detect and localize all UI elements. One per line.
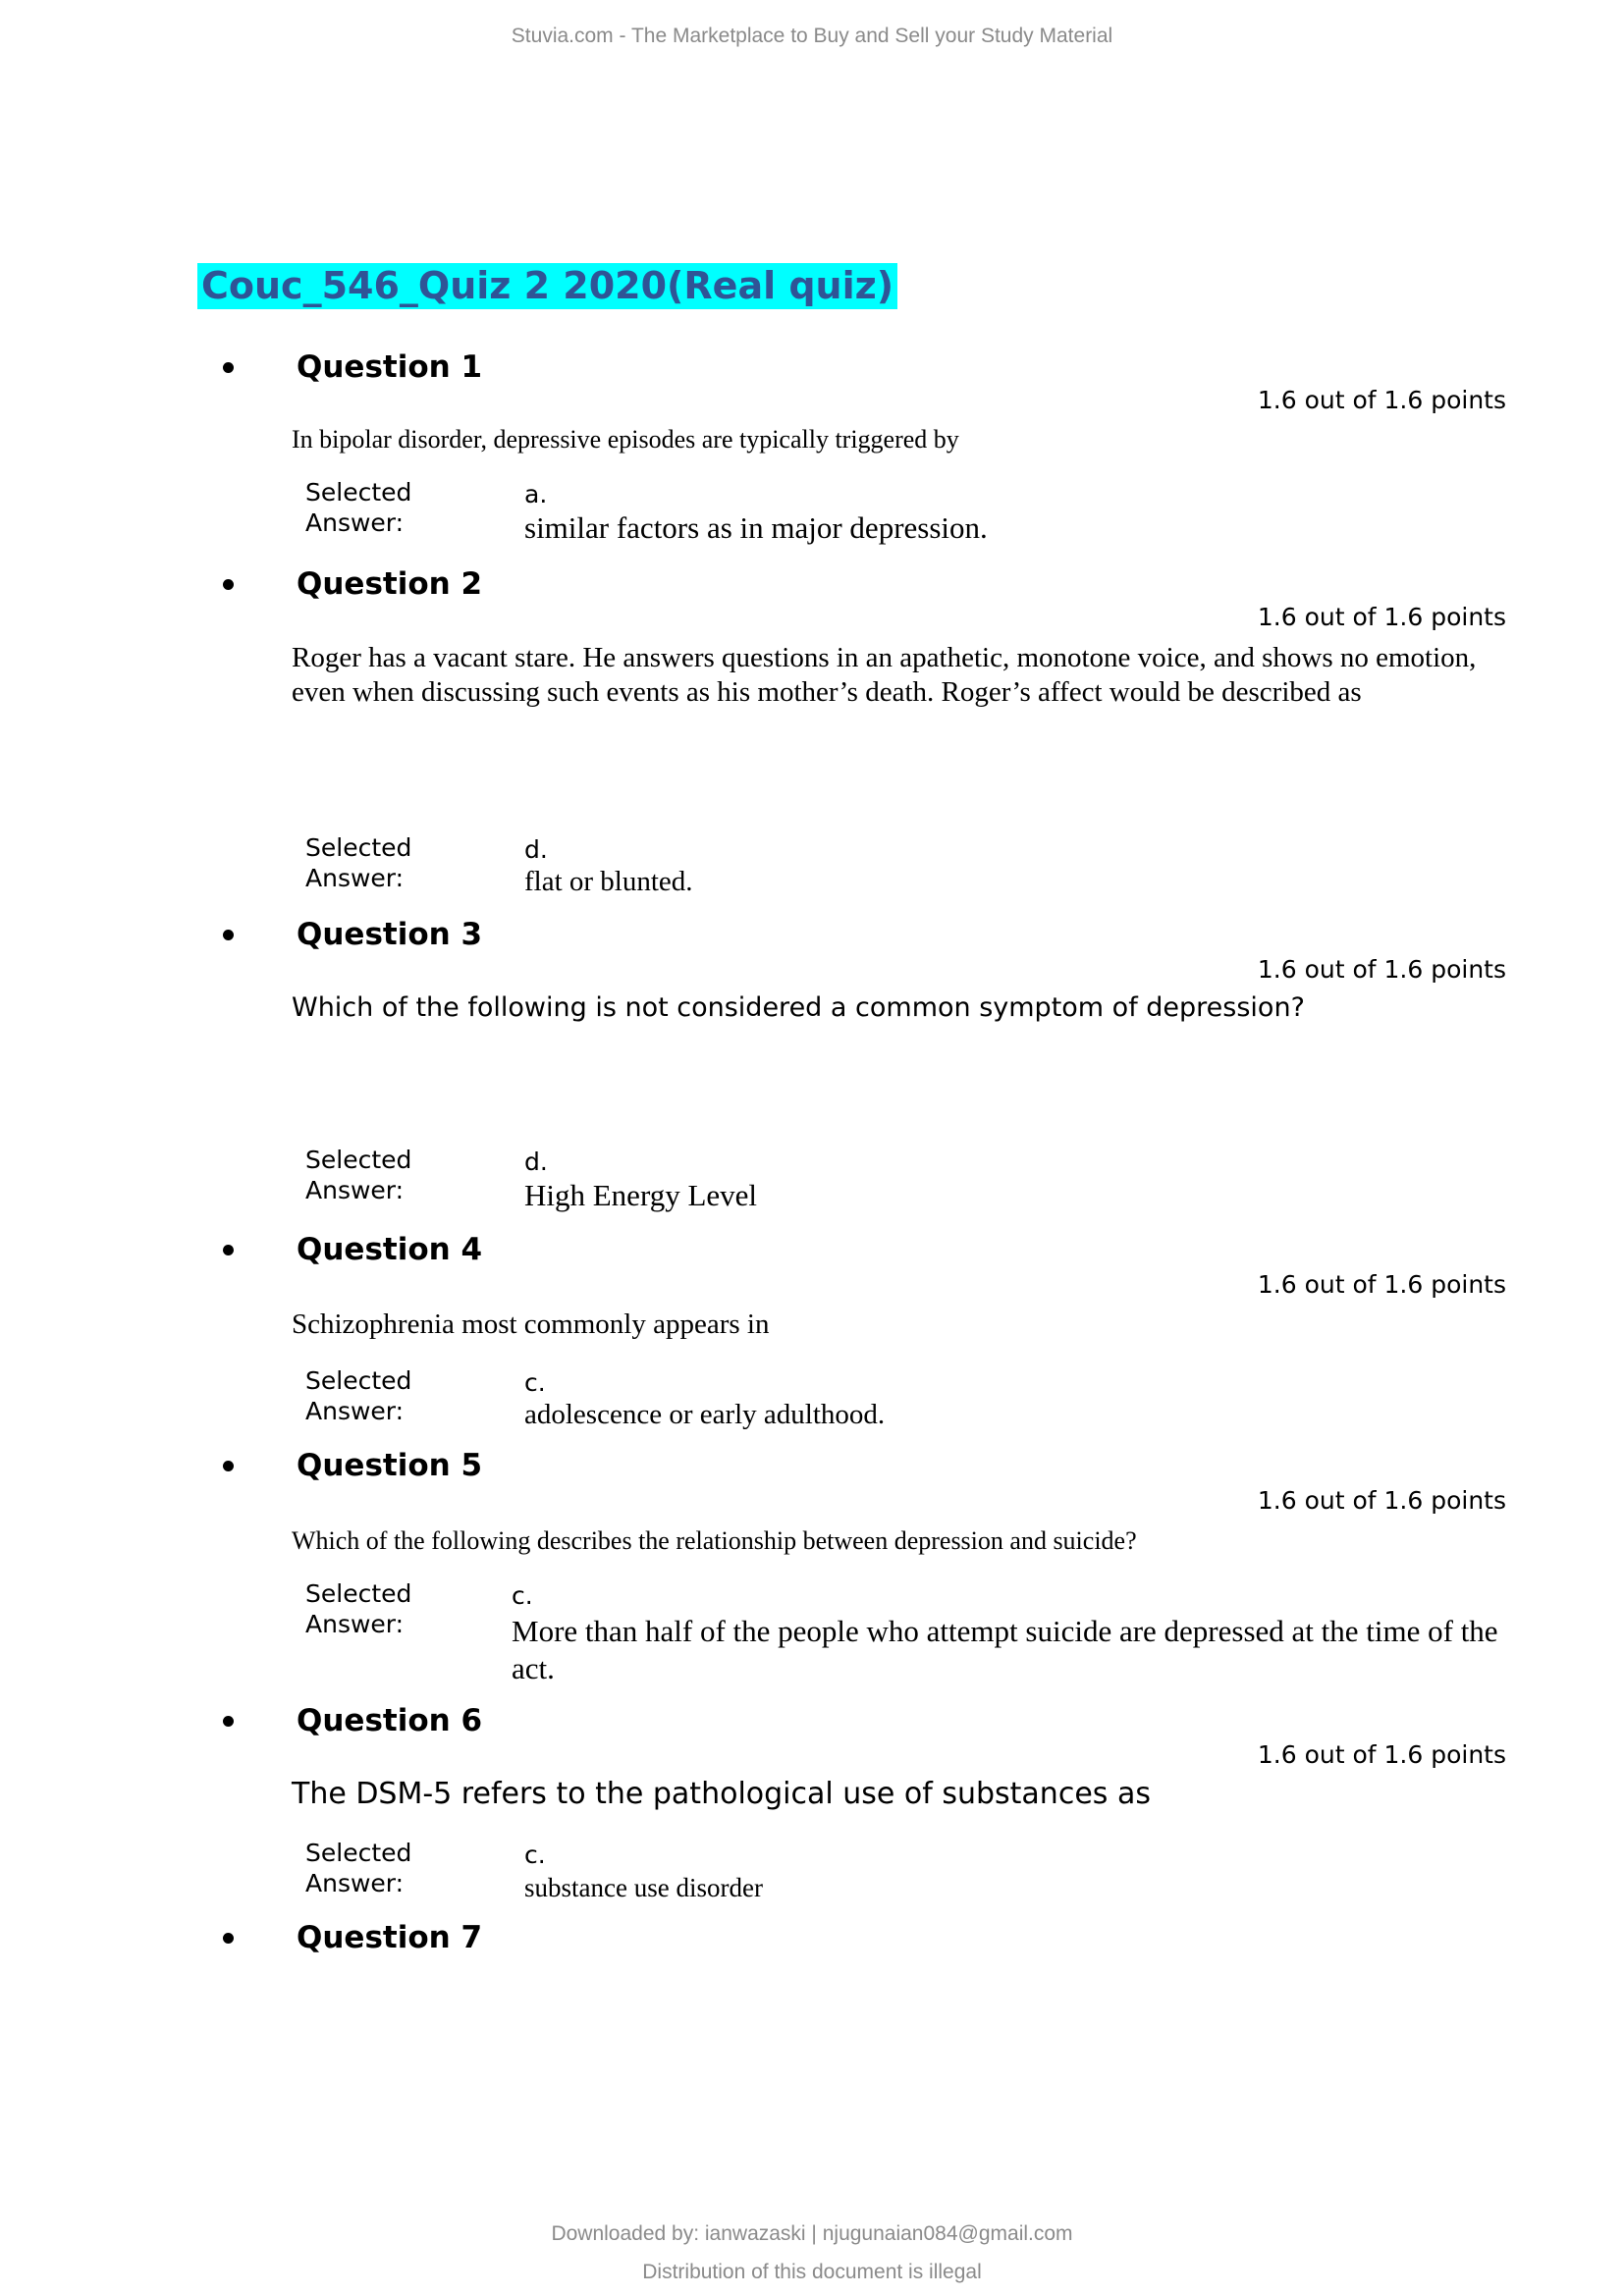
answer-label: Answer: bbox=[305, 1610, 405, 1638]
selected-answer-letter: d. bbox=[524, 835, 548, 864]
answer-label: Answer: bbox=[305, 1869, 405, 1897]
document-title: Couc_546_Quiz 2 2020(Real quiz) bbox=[197, 263, 897, 309]
selected-answer-letter: c. bbox=[524, 1368, 546, 1397]
question-text: Which of the following is not considered a common symptom of depression? bbox=[292, 992, 1305, 1023]
selected-answer-text: flat or blunted. bbox=[524, 866, 693, 897]
question-heading: Question 5 bbox=[297, 1448, 483, 1483]
question-text: The DSM-5 refers to the pathological use of substances as bbox=[292, 1777, 1151, 1811]
question-heading: Question 1 bbox=[297, 349, 483, 385]
selected-answer-text: similar factors as in major depression. bbox=[524, 510, 988, 545]
download-info: Downloaded by: ianwazaski | njugunaian084@gmail.com bbox=[551, 2222, 1073, 2245]
bullet-icon bbox=[221, 928, 237, 943]
bullet-icon bbox=[221, 1714, 237, 1730]
distribution-notice: Distribution of this document is illegal bbox=[642, 2261, 982, 2283]
selected-label: Selected bbox=[305, 833, 412, 862]
selected-answer-letter: c. bbox=[512, 1581, 533, 1610]
question-text: Schizophrenia most commonly appears in bbox=[292, 1308, 770, 1340]
selected-answer-letter: a. bbox=[524, 480, 548, 508]
selected-label: Selected bbox=[305, 478, 412, 507]
selected-label: Selected bbox=[305, 1366, 412, 1395]
question-heading: Question 7 bbox=[297, 1920, 483, 1955]
selected-answer-text: High Energy Level bbox=[524, 1178, 758, 1212]
selected-label: Selected bbox=[305, 1839, 412, 1867]
question-points: 1.6 out of 1.6 points bbox=[1257, 1270, 1506, 1299]
bullet-icon bbox=[221, 1243, 237, 1258]
question-points: 1.6 out of 1.6 points bbox=[1257, 1486, 1506, 1515]
answer-label: Answer: bbox=[305, 1397, 405, 1425]
question-heading: Question 2 bbox=[297, 566, 483, 602]
selected-label: Selected bbox=[305, 1146, 412, 1174]
selected-label: Selected bbox=[305, 1579, 412, 1608]
answer-label: Answer: bbox=[305, 508, 405, 537]
question-heading: Question 6 bbox=[297, 1703, 483, 1738]
selected-answer-letter: d. bbox=[524, 1148, 548, 1176]
question-points: 1.6 out of 1.6 points bbox=[1257, 955, 1506, 984]
question-points: 1.6 out of 1.6 points bbox=[1257, 386, 1506, 414]
bullet-icon bbox=[221, 1931, 237, 1947]
bullet-icon bbox=[221, 360, 237, 376]
stuvia-header-watermark: Stuvia.com - The Marketplace to Buy and Sell your Study Material bbox=[511, 25, 1113, 47]
question-points: 1.6 out of 1.6 points bbox=[1257, 603, 1506, 631]
question-heading: Question 3 bbox=[297, 917, 483, 952]
question-points: 1.6 out of 1.6 points bbox=[1257, 1740, 1506, 1769]
question-heading: Question 4 bbox=[297, 1232, 483, 1267]
question-text: Roger has a vacant stare. He answers questions in an apathetic, monotone voice, and shows no emotion, even when discussing such events as his mother’s death. Roger’s affect would be described as bbox=[292, 642, 1477, 708]
bullet-icon bbox=[221, 1459, 237, 1474]
answer-label: Answer: bbox=[305, 864, 405, 892]
question-text: In bipolar disorder, depressive episodes are typically triggered by bbox=[292, 425, 959, 454]
bullet-icon bbox=[221, 577, 237, 593]
selected-answer-text: substance use disorder bbox=[524, 1873, 763, 1902]
selected-answer-letter: c. bbox=[524, 1841, 546, 1869]
question-text: Which of the following describes the relationship between depression and suicide? bbox=[292, 1526, 1137, 1555]
selected-answer-text: adolescence or early adulthood. bbox=[524, 1399, 886, 1430]
selected-answer-text: More than half of the people who attempt suicide are depressed at the time of the act. bbox=[512, 1614, 1498, 1685]
answer-label: Answer: bbox=[305, 1176, 405, 1204]
